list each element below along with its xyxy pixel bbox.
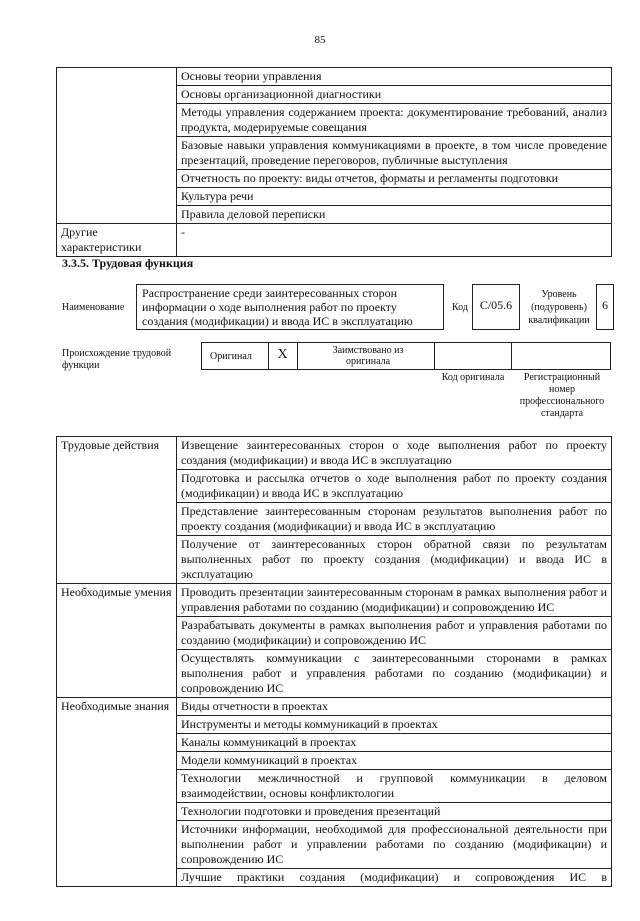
borrowed-label: Заимствовано из оригинала xyxy=(332,345,404,367)
reg-number-label: Регистрационный номер профессионального стандарта xyxy=(519,372,605,419)
divider xyxy=(434,342,435,370)
table-row xyxy=(57,698,612,716)
table-row xyxy=(57,584,612,617)
name-label: Наименование xyxy=(62,302,125,313)
knowledge-item: Правила деловой переписки xyxy=(177,206,612,224)
other-characteristics-label: Другие характеристики xyxy=(57,224,177,257)
original-label: Оригинал xyxy=(210,351,252,362)
knowledge-item: Основы теории управления xyxy=(177,68,612,86)
skill-item: Разрабатывать документы в рамках выполнения работ и управления работами по созданию (модификации) и сопровождению ИС xyxy=(177,617,612,650)
code-box: C/05.6 xyxy=(472,284,520,330)
labor-action-item: Представление заинтересованным сторонам результатов выполнения работ по проекту создания (модификации) и ввода ИС в эксплуатацию xyxy=(177,503,612,536)
origin-code-label: Код оригинала xyxy=(441,372,505,383)
labor-action-item: Подготовка и рассылка отчетов о ходе выполнения работ по проекту создания (модификации) и ввода ИС в эксплуатацию xyxy=(177,470,612,503)
divider xyxy=(297,342,298,370)
skill-item: Проводить презентации заинтересованным сторонам в рамках выполнения работ и управления работами по созданию (модификации) и сопровождению ИС xyxy=(177,584,612,617)
top-knowledge-table xyxy=(56,67,612,257)
knowledge-item: Виды отчетности в проектах xyxy=(177,698,612,716)
original-mark: X xyxy=(277,347,288,362)
knowledge-item: Модели коммуникаций в проектах xyxy=(177,752,612,770)
other-characteristics-value: - xyxy=(177,224,612,257)
labor-action-item: Извещение заинтересованных сторон о ходе выполнения работ по проекту создания (модификации) и ввода ИС в эксплуатацию xyxy=(177,437,612,470)
table-row xyxy=(57,437,612,470)
empty-label-cell xyxy=(57,68,177,224)
knowledge-item: Технологии подготовки и проведения презентаций xyxy=(177,803,612,821)
knowledge-item: Инструменты и методы коммуникаций в проектах xyxy=(177,716,612,734)
labor-actions-label: Трудовые действия xyxy=(57,437,177,584)
knowledge-item: Основы организационной диагностики xyxy=(177,86,612,104)
skills-label: Необходимые умения xyxy=(57,584,177,698)
knowledge-label: Необходимые знания xyxy=(57,698,177,887)
level-box: 6 xyxy=(596,284,614,330)
knowledge-item: Источники информации, необходимой для профессиональной деятельности при выполнении работ и управлении работами по созданию (модификации) и сопровождению ИС xyxy=(177,821,612,869)
origin-label: Происхождение трудовой функции xyxy=(62,348,172,371)
knowledge-item: Каналы коммуникаций в проектах xyxy=(177,734,612,752)
function-name-box: Распространение среди заинтересованных сторон информации о ходе выполнения работ по проекту создания (модификации) и ввода ИС в эксплуатацию xyxy=(136,284,444,330)
divider xyxy=(511,342,512,370)
labor-function-table xyxy=(56,436,612,887)
code-label: Код xyxy=(452,302,468,313)
knowledge-item: Методы управления содержанием проекта: документирование требований, анализ продукта, модерируемые совещания xyxy=(177,104,612,137)
knowledge-item: Лучшие практики создания (модификации) и сопровождения ИС в xyxy=(177,869,612,887)
section-title: 3.3.5. Трудовая функция xyxy=(62,256,194,270)
labor-action-item: Получение от заинтересованных сторон обратной связи по результатам выполненных работ по проекту создания (модификации) и ввода ИС в эксплуатацию xyxy=(177,536,612,584)
table-row xyxy=(57,68,612,86)
page-number: 85 xyxy=(314,34,326,46)
knowledge-item: Технологии межличностной и групповой коммуникации в деловом взаимодействии, основы конфликтологии xyxy=(177,770,612,803)
knowledge-item: Отчетность по проекту: виды отчетов, форматы и регламенты подготовки xyxy=(177,170,612,188)
knowledge-item: Культура речи xyxy=(177,188,612,206)
skill-item: Осуществлять коммуникации с заинтересованными сторонами в рамках выполнения работ и управления работами по созданию (модификации) и сопровождению ИС xyxy=(177,650,612,698)
table-row xyxy=(57,224,612,257)
knowledge-item: Базовые навыки управления коммуникациями в проекте, в том числе проведение презентаций, проведение переговоров, публичные выступления xyxy=(177,137,612,170)
level-label: Уровень (подуровень) квалификации xyxy=(528,289,590,326)
